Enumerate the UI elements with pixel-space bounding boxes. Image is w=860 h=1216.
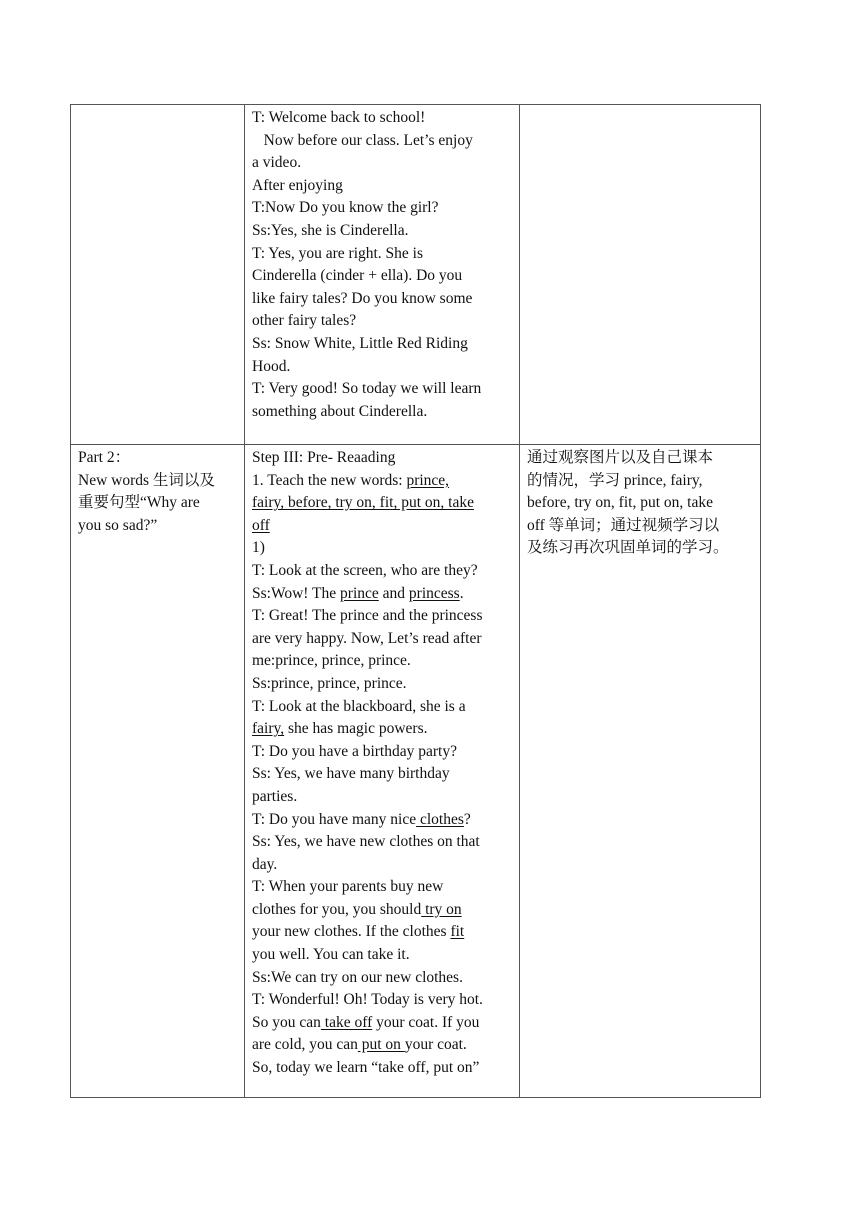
text-line: fairy, she has magic powers.: [252, 720, 428, 738]
text-line: you well. You can take it.: [252, 946, 410, 964]
text-line: other fairy tales?: [252, 312, 357, 330]
text-line: a video.: [252, 154, 302, 172]
text-line: parties.: [252, 787, 298, 805]
text-line: T: Do you have a birthday party?: [252, 742, 457, 760]
purpose-line: before, try on, fit, put on, take: [527, 494, 713, 512]
purpose-line: 的情况，学习 prince, fairy,: [527, 471, 703, 489]
text-line: T: Yes, you are right. She is: [252, 244, 424, 262]
text-line: So, today we learn “take off, put on”: [252, 1059, 480, 1077]
text-line: T: Wonderful! Oh! Today is very hot.: [252, 991, 483, 1009]
text-line: T: Very good! So today we will learn: [252, 380, 482, 398]
vocab-word: fairy,: [252, 720, 285, 738]
purpose-line: 及练习再次巩固单词的学习。: [527, 539, 729, 557]
text-line: Ss:prince, prince, prince.: [252, 674, 407, 692]
text-line: 1): [252, 539, 265, 557]
vocab-word: fairy, before, try on, fit, put on, take: [252, 494, 474, 512]
text-line: like fairy tales? Do you know some: [252, 289, 473, 307]
lesson-plan-table: [70, 104, 761, 1098]
table-row: [71, 105, 761, 445]
text-line: Ss: Snow White, Little Red Riding: [252, 334, 468, 352]
vocab-word: princess: [408, 584, 460, 602]
vocab-word: put on: [357, 1036, 405, 1054]
text-line: Ss:We can try on our new clothes.: [252, 968, 463, 986]
text-line: So you can take off your coat. If you: [252, 1013, 480, 1031]
step-heading: Step III: Pre- Reaading: [252, 449, 396, 466]
text-line: T: Do you have many nice clothes?: [252, 810, 471, 828]
procedure-cell: [245, 445, 520, 1098]
text-line: 1. Teach the new words: prince,: [252, 471, 450, 489]
vocab-word: prince: [340, 584, 379, 602]
text-line: day.: [252, 855, 278, 873]
table-row: [71, 445, 761, 1098]
text-line: me:prince, prince, prince.: [252, 652, 411, 670]
text-line: [252, 492, 512, 515]
text-line: Ss: Yes, we have new clothes on that: [252, 833, 480, 851]
text-line: [252, 515, 512, 538]
text-line: Now before our class. Let’s enjoy: [263, 131, 473, 149]
procedure-cell: [245, 105, 520, 445]
part-desc-line: you so sad?”: [78, 516, 158, 534]
text-line: are cold, you can put on your coat.: [252, 1036, 467, 1054]
part-desc-line: 重要句型“Why are: [78, 494, 200, 512]
vocab-word: clothes: [416, 810, 464, 828]
vocab-word: prince,: [406, 471, 450, 489]
purpose-cell: [520, 445, 761, 1098]
purpose-cell: [520, 105, 761, 445]
vocab-word: off: [252, 516, 270, 534]
text-line: Ss:Yes, she is Cinderella.: [252, 221, 409, 239]
text-line: T: Welcome back to school!: [252, 109, 426, 126]
text-line: T: When your parents buy new: [252, 878, 444, 896]
purpose-line: off 等单词；通过视频学习以: [527, 516, 720, 534]
part-cell: [71, 445, 245, 1098]
purpose-line: 通过观察图片以及自己课本: [527, 449, 714, 466]
text-line: clothes for you, you should try on: [252, 900, 462, 918]
part-desc-line: New words 生词以及: [78, 471, 215, 489]
text-line: something about Cinderella.: [252, 402, 428, 420]
text-line: Hood.: [252, 357, 291, 375]
text-line: are very happy. Now, Let’s read after: [252, 629, 482, 647]
vocab-word: fit: [450, 923, 465, 941]
text-line: T: Look at the screen, who are they?: [252, 561, 478, 579]
text-line: your new clothes. If the clothes fit: [252, 923, 465, 941]
part-cell: [71, 105, 245, 445]
text-line: Cinderella (cinder + ella). Do you: [252, 267, 463, 285]
vocab-word: try on: [421, 900, 462, 918]
text-line: Ss: Yes, we have many birthday: [252, 765, 450, 783]
text-line: T: Look at the blackboard, she is a: [252, 697, 466, 715]
vocab-word: take off: [320, 1013, 373, 1031]
part-title: Part 2：: [78, 449, 131, 466]
text-line: Ss:Wow! The prince and princess.: [252, 584, 464, 602]
text-line: T:Now Do you know the girl?: [252, 199, 439, 217]
text-line: T: Great! The prince and the princess: [252, 607, 483, 625]
text-line: After enjoying: [252, 176, 343, 194]
